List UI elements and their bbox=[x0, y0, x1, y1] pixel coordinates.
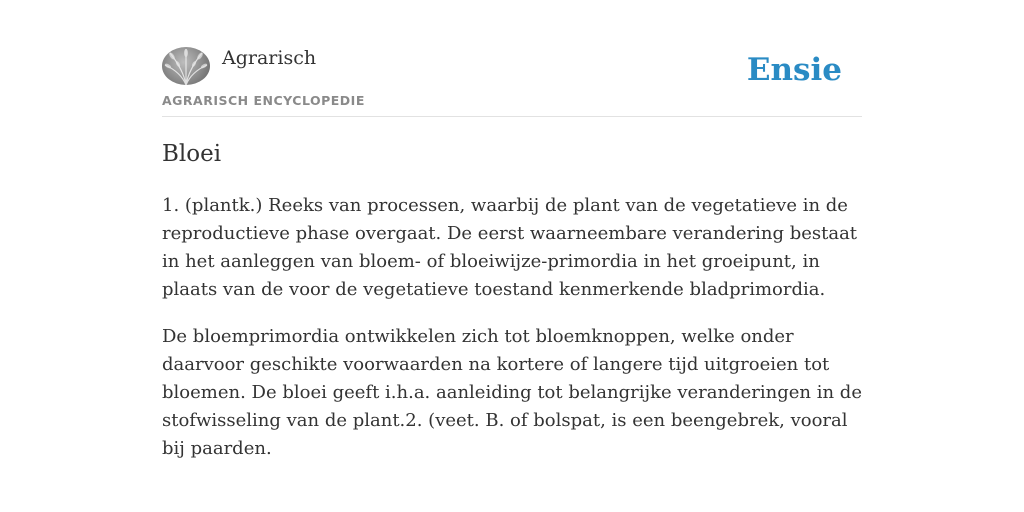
article-paragraph-1: 1. (plantk.) Reeks van processen, waarbij de plant van de vegetatieve in de reproductieve phase overgaat. De eerst waarneembare verandering bestaat in het aanleggen van bloem- of bloeiwijze-primordia in het groeipunt, in plaats van de voor de vegetatieve toestand kenmerkende bladprimordia. bbox=[162, 195, 858, 300]
wheat-logo-icon[interactable] bbox=[162, 47, 210, 85]
article-body bbox=[162, 192, 862, 482]
header bbox=[162, 44, 862, 117]
article-paragraph-2: De bloemprimordia ontwikkelen zich tot bloemknoppen, welke onder daarvoor geschikte voorwaarden na kortere of langere tijd uitgroeien tot bloemen. De bloei geeft i.h.a. aanleiding tot belangrijke veranderingen in de stofwisseling van de plant.2. (veet. B. of bolspat, is een beengebrek, vooral bij paarden. bbox=[162, 326, 862, 459]
source-subtitle: AGRARISCH ENCYCLOPEDIE bbox=[162, 93, 365, 108]
brand-logo-link[interactable]: Ensie bbox=[746, 52, 842, 88]
article-title: Bloei bbox=[162, 141, 222, 167]
source-name[interactable]: Agrarisch bbox=[222, 47, 317, 69]
